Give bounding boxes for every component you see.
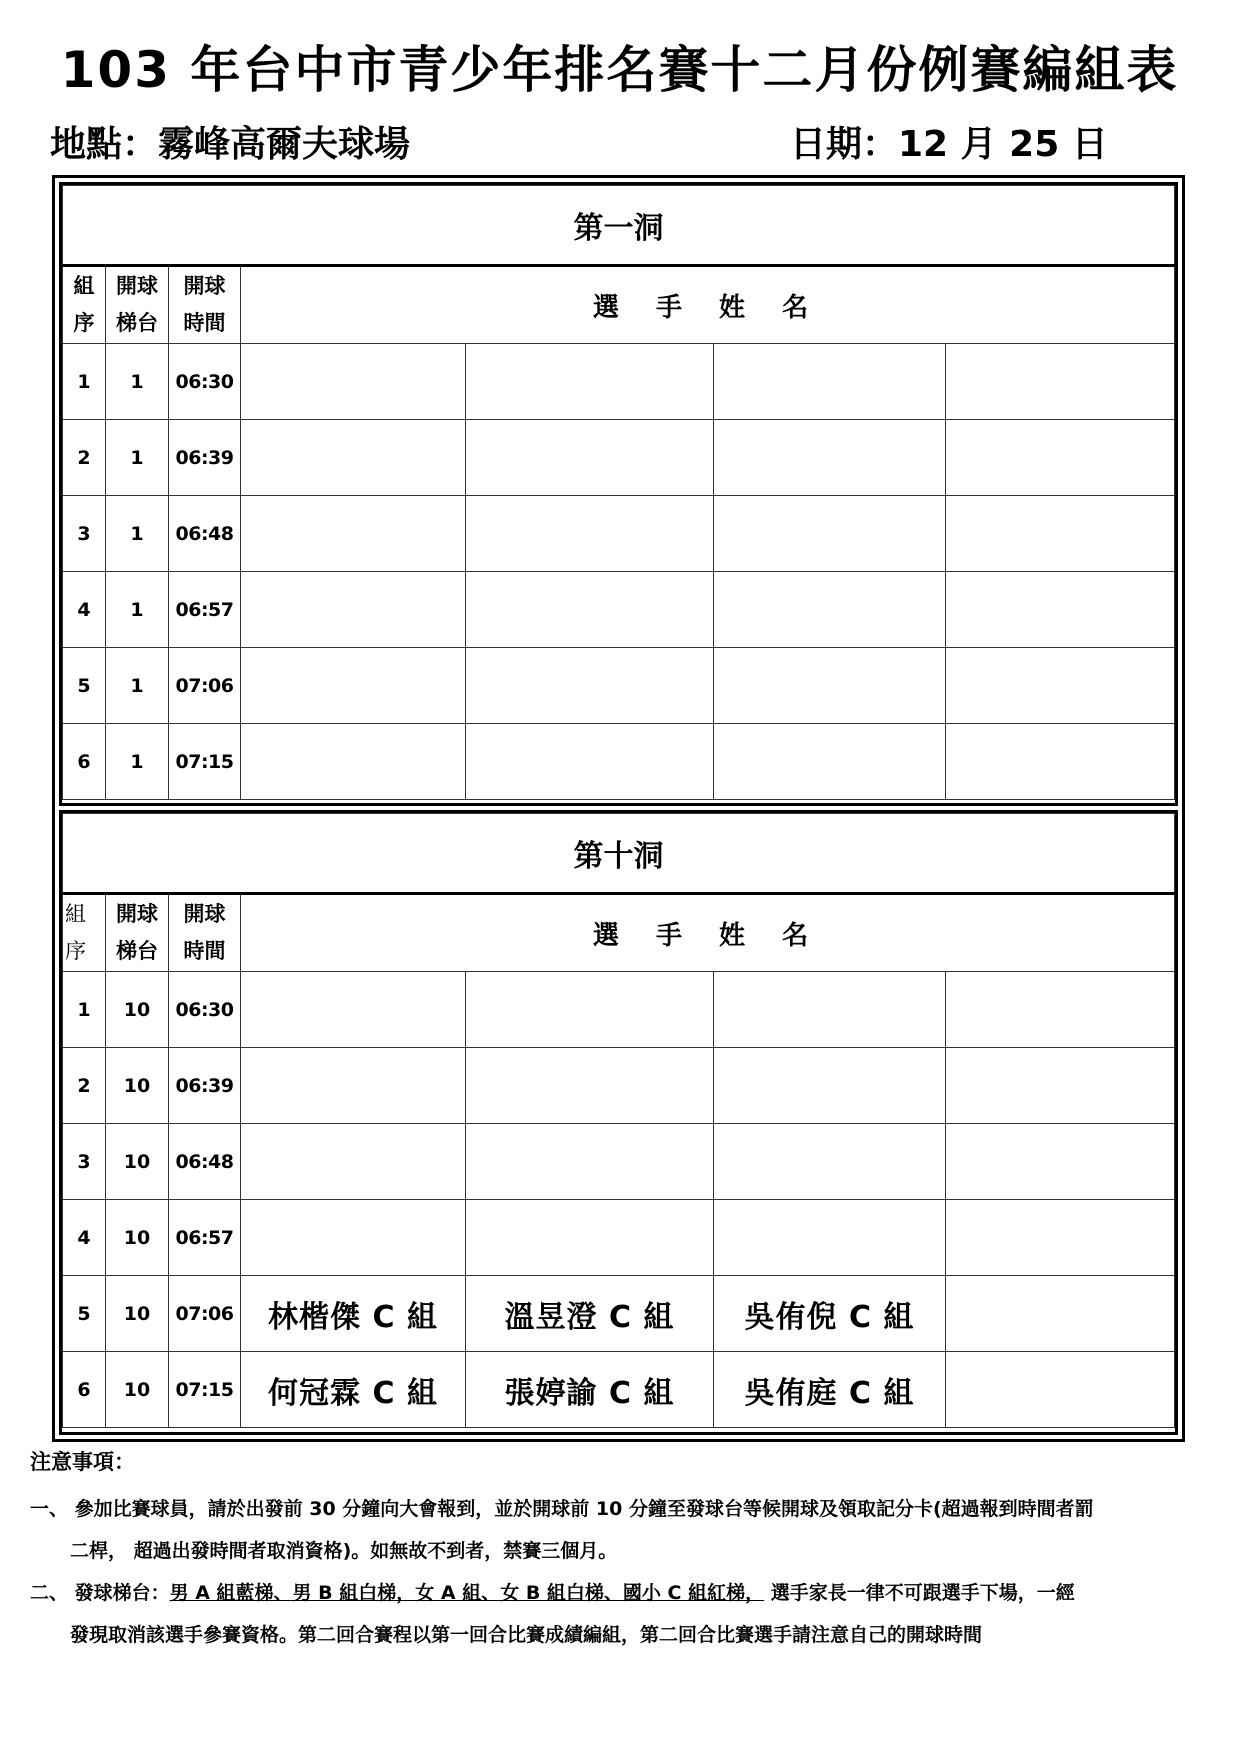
note-item-1: 一、 參加比賽球員，請於出發前 30 分鐘向大會報到，並於開球前 10 分鐘至發球台等候開球及領取記分卡(超過報到時間者罰 bbox=[30, 1498, 1094, 1520]
note-item-2 bbox=[30, 1572, 1220, 1614]
player-cell: 張婷諭 C 組 bbox=[466, 1352, 714, 1428]
player-cell bbox=[241, 496, 466, 572]
location-label: 地點：霧峰高爾夫球場 bbox=[50, 124, 411, 165]
player-cell bbox=[714, 724, 946, 800]
tee-time: 06:30 bbox=[169, 344, 241, 420]
tee-number: 10 bbox=[106, 1352, 169, 1428]
group-column-header: 組 序 bbox=[63, 894, 106, 972]
player-cell bbox=[466, 972, 714, 1048]
group-number: 2 bbox=[63, 1048, 106, 1124]
note-item-2-prefix: 二、 發球梯台： bbox=[30, 1582, 170, 1604]
player-cell bbox=[946, 724, 1175, 800]
player-cell bbox=[466, 420, 714, 496]
player-cell bbox=[946, 648, 1175, 724]
player-cell bbox=[946, 420, 1175, 496]
table-row bbox=[63, 344, 1175, 420]
tee-number: 1 bbox=[106, 648, 169, 724]
player-cell bbox=[241, 1124, 466, 1200]
tee-number: 1 bbox=[106, 496, 169, 572]
player-cell bbox=[241, 648, 466, 724]
player-cell bbox=[714, 420, 946, 496]
column-header-row bbox=[63, 894, 1175, 972]
player-cell bbox=[946, 972, 1175, 1048]
notes-heading: 注意事項： bbox=[30, 1450, 135, 1474]
player-cell bbox=[241, 420, 466, 496]
tee-time: 06:57 bbox=[169, 1200, 241, 1276]
player-cell bbox=[714, 1124, 946, 1200]
player-cell bbox=[714, 1048, 946, 1124]
group-number: 3 bbox=[63, 1124, 106, 1200]
table-row bbox=[63, 496, 1175, 572]
time-column-header: 開球 時間 bbox=[169, 266, 241, 344]
group-number: 5 bbox=[63, 1276, 106, 1352]
document-title: 103 年台中市青少年排名賽十二月份例賽編組表 bbox=[60, 41, 1179, 99]
note-item-2-suffix: 選手家長一律不可跟選手下場，一經 bbox=[764, 1582, 1075, 1604]
player-cell bbox=[466, 1200, 714, 1276]
table-row bbox=[63, 724, 1175, 800]
table-row bbox=[63, 1048, 1175, 1124]
player-cell bbox=[946, 1200, 1175, 1276]
table-row bbox=[63, 1124, 1175, 1200]
table-row bbox=[63, 1352, 1175, 1428]
table-row bbox=[63, 1200, 1175, 1276]
hole-section-1 bbox=[59, 182, 1178, 806]
player-cell bbox=[466, 572, 714, 648]
group-number: 3 bbox=[63, 496, 106, 572]
player-cell bbox=[466, 496, 714, 572]
group-number: 2 bbox=[63, 420, 106, 496]
tee-number: 1 bbox=[106, 724, 169, 800]
tee-number: 10 bbox=[106, 1124, 169, 1200]
tee-time-table bbox=[62, 185, 1175, 800]
schedule-frame bbox=[52, 175, 1185, 1442]
tee-time: 06:39 bbox=[169, 1048, 241, 1124]
tee-time: 07:15 bbox=[169, 1352, 241, 1428]
player-cell bbox=[241, 344, 466, 420]
tee-time: 06:57 bbox=[169, 572, 241, 648]
hole-section-10 bbox=[59, 810, 1178, 1435]
player-cell bbox=[714, 648, 946, 724]
column-header-row bbox=[63, 266, 1175, 344]
group-column-header: 組 序 bbox=[63, 266, 106, 344]
group-number: 6 bbox=[63, 1352, 106, 1428]
hole-heading: 第一洞 bbox=[63, 186, 1175, 266]
player-cell bbox=[466, 1048, 714, 1124]
hole-heading: 第十洞 bbox=[63, 814, 1175, 894]
notes-section bbox=[30, 1446, 1220, 1656]
player-cell bbox=[946, 1124, 1175, 1200]
tee-time: 06:30 bbox=[169, 972, 241, 1048]
player-cell bbox=[714, 972, 946, 1048]
player-cell: 何冠霖 C 組 bbox=[241, 1352, 466, 1428]
tee-number: 1 bbox=[106, 572, 169, 648]
group-number: 1 bbox=[63, 344, 106, 420]
player-names-header: 選 手 姓 名 bbox=[241, 266, 1175, 344]
player-cell bbox=[714, 344, 946, 420]
table-row bbox=[63, 972, 1175, 1048]
group-number: 1 bbox=[63, 972, 106, 1048]
player-cell: 吳侑庭 C 組 bbox=[714, 1352, 946, 1428]
table-row bbox=[63, 420, 1175, 496]
player-cell bbox=[241, 972, 466, 1048]
player-cell bbox=[466, 344, 714, 420]
player-cell bbox=[466, 648, 714, 724]
tee-time: 07:06 bbox=[169, 648, 241, 724]
player-names-header: 選 手 姓 名 bbox=[241, 894, 1175, 972]
tee-column-header: 開球 梯台 bbox=[106, 894, 169, 972]
player-cell: 林楷傑 C 組 bbox=[241, 1276, 466, 1352]
note-item-2-continued: 發現取消該選手參賽資格。第二回合賽程以第一回合比賽成績編組，第二回合比賽選手請注意自己的開球時間 bbox=[70, 1624, 983, 1646]
player-cell bbox=[946, 496, 1175, 572]
player-cell bbox=[946, 344, 1175, 420]
tee-time: 07:15 bbox=[169, 724, 241, 800]
tee-number: 10 bbox=[106, 1200, 169, 1276]
player-cell bbox=[946, 1276, 1175, 1352]
tee-number: 10 bbox=[106, 972, 169, 1048]
note-item-1-continued: 二桿， 超過出發時間者取消資格)。如無故不到者，禁賽三個月。 bbox=[70, 1540, 618, 1562]
player-cell bbox=[714, 1200, 946, 1276]
table-row bbox=[63, 1276, 1175, 1352]
player-cell: 吳侑倪 C 組 bbox=[714, 1276, 946, 1352]
player-cell bbox=[241, 724, 466, 800]
group-number: 4 bbox=[63, 572, 106, 648]
player-cell bbox=[466, 724, 714, 800]
player-cell bbox=[946, 1048, 1175, 1124]
group-number: 5 bbox=[63, 648, 106, 724]
player-cell bbox=[714, 496, 946, 572]
tee-number: 10 bbox=[106, 1048, 169, 1124]
group-number: 4 bbox=[63, 1200, 106, 1276]
player-cell bbox=[241, 1200, 466, 1276]
tee-colors-text: 男 A 組藍梯、男 B 組白梯，女 A 組、女 B 組白梯、國小 C 組紅梯， bbox=[169, 1582, 765, 1604]
tee-time-table bbox=[62, 813, 1175, 1428]
tee-column-header: 開球 梯台 bbox=[106, 266, 169, 344]
player-cell bbox=[241, 572, 466, 648]
player-cell bbox=[241, 1048, 466, 1124]
tee-number: 1 bbox=[106, 420, 169, 496]
table-row bbox=[63, 648, 1175, 724]
tee-time: 06:48 bbox=[169, 496, 241, 572]
date-label: 日期：12 月 25 日 bbox=[790, 124, 1108, 165]
group-number: 6 bbox=[63, 724, 106, 800]
tee-time: 06:39 bbox=[169, 420, 241, 496]
tee-number: 1 bbox=[106, 344, 169, 420]
player-cell bbox=[466, 1124, 714, 1200]
time-column-header: 開球 時間 bbox=[169, 894, 241, 972]
player-cell bbox=[714, 572, 946, 648]
tee-time: 06:48 bbox=[169, 1124, 241, 1200]
player-cell bbox=[946, 572, 1175, 648]
player-cell: 溫昱澄 C 組 bbox=[466, 1276, 714, 1352]
player-cell bbox=[946, 1352, 1175, 1428]
tee-number: 10 bbox=[106, 1276, 169, 1352]
table-row bbox=[63, 572, 1175, 648]
tee-time: 07:06 bbox=[169, 1276, 241, 1352]
